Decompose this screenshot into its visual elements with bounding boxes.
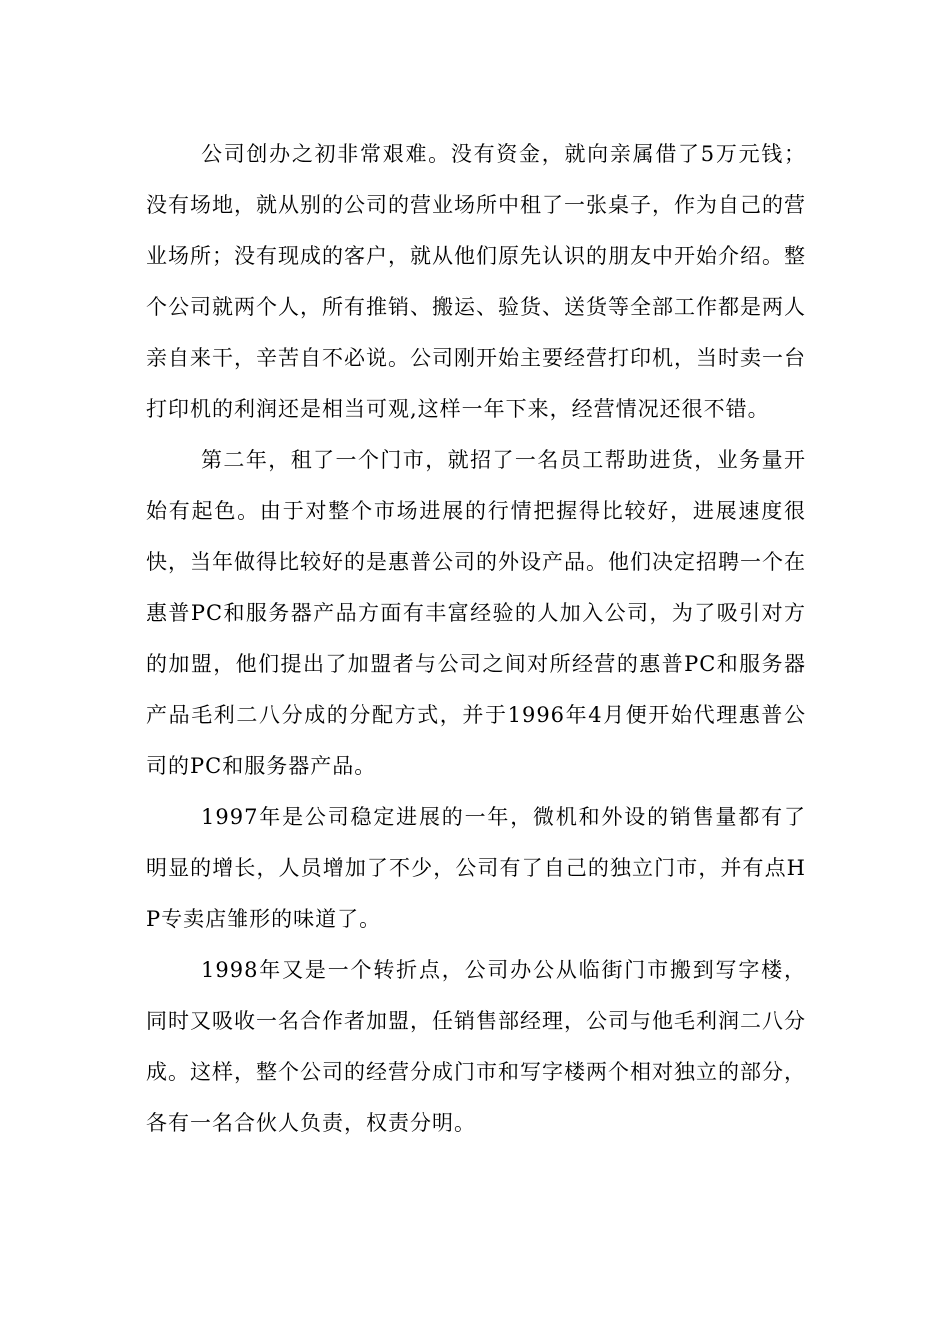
document-body [146,129,806,1149]
paragraph-second-year: 第二年，租了一个门市，就招了一名员工帮助进货，业务量开始有起色。由于对整个市场进展的行情把握得比较好，进展速度很快，当年做得比较好的是惠普公司的外设产品。他们决定招聘一个在惠普PC和服务器产品方面有丰富经验的人加入公司，为了吸引对方的加盟，他们提出了加盟者与公司之间对所经营的惠普PC和服务器产品毛利二八分成的分配方式，并于1996年4月便开始代理惠普公司的PC和服务器产品。 [146,448,806,778]
paragraph-1998: 1998年又是一个转折点，公司办公从临街门市搬到写字楼，同时又吸收一名合作者加盟，任销售部经理，公司与他毛利润二八分成。这样，整个公司的经营分成门市和写字楼两个相对独立的部分，各有一名合伙人负责，权责分明。 [146,958,806,1135]
paragraph-company-founding: 公司创办之初非常艰难。没有资金，就向亲属借了5万元钱；没有场地，就从别的公司的营业场所中租了一张桌子，作为自己的营业场所；没有现成的客户，就从他们原先认识的朋友中开始介绍。整个公司就两个人，所有推销、搬运、验货、送货等全部工作都是两人亲自来干，辛苦自不必说。公司刚开始主要经营打印机，当时卖一台打印机的利润还是相当可观,这样一年下来，经营情况还很不错。 [146,142,806,421]
paragraph-1997: 1997年是公司稳定进展的一年，微机和外设的销售量都有了明显的增长，人员增加了不少，公司有了自己的独立门市，并有点HP专卖店雏形的味道了。 [146,805,806,931]
